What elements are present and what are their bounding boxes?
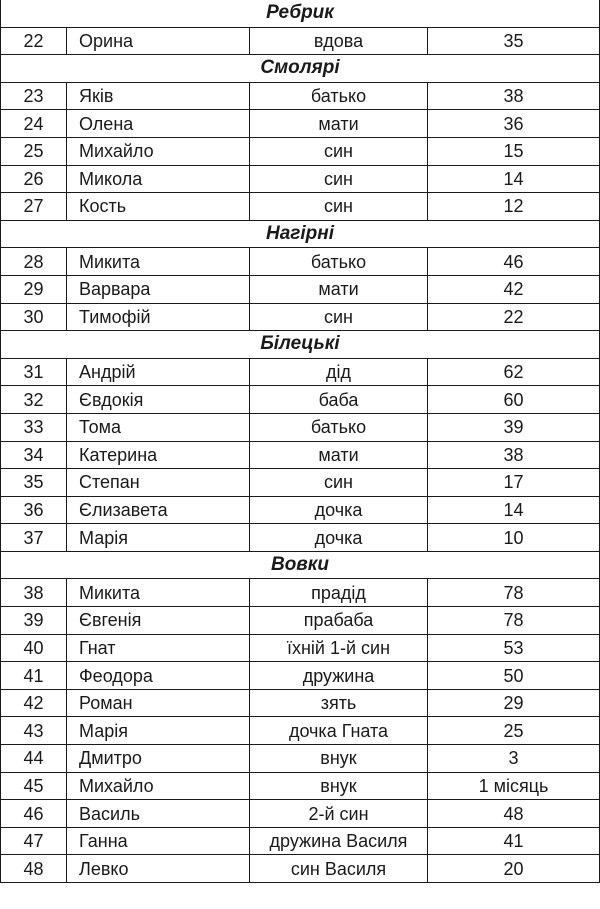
person-age: 15 <box>428 137 600 165</box>
person-name: Єлизавета <box>67 496 250 524</box>
table-row <box>1 469 600 497</box>
person-name: Ганна <box>67 827 250 855</box>
row-number: 24 <box>1 110 67 138</box>
family-role: син <box>250 193 428 221</box>
family-role: дід <box>250 358 428 386</box>
person-age: 38 <box>428 441 600 469</box>
person-name: Левко <box>67 855 250 883</box>
table-row <box>1 248 600 276</box>
person-name: Степан <box>67 469 250 497</box>
person-name: Варвара <box>67 275 250 303</box>
family-role: дочка Гната <box>250 717 428 745</box>
family-role: син <box>250 165 428 193</box>
person-age: 22 <box>428 303 600 331</box>
row-number: 26 <box>1 165 67 193</box>
person-age: 10 <box>428 524 600 552</box>
family-name: Вовки <box>1 551 600 579</box>
person-name: Михайло <box>67 772 250 800</box>
family-role: прабаба <box>250 607 428 635</box>
person-name: Феодора <box>67 662 250 690</box>
person-age: 41 <box>428 827 600 855</box>
row-number: 44 <box>1 745 67 773</box>
family-role: дружина Василя <box>250 827 428 855</box>
person-name: Кость <box>67 193 250 221</box>
family-header-row <box>1 55 600 83</box>
row-number: 36 <box>1 496 67 524</box>
person-name: Тома <box>67 413 250 441</box>
person-name: Микита <box>67 579 250 607</box>
row-number: 46 <box>1 800 67 828</box>
person-age: 42 <box>428 275 600 303</box>
table-row <box>1 689 600 717</box>
family-role: прадід <box>250 579 428 607</box>
person-name: Василь <box>67 800 250 828</box>
family-role: дружина <box>250 662 428 690</box>
family-header-row <box>1 220 600 248</box>
person-age: 78 <box>428 579 600 607</box>
person-age: 53 <box>428 634 600 662</box>
table-row <box>1 772 600 800</box>
person-age: 48 <box>428 800 600 828</box>
table-row <box>1 800 600 828</box>
person-name: Микита <box>67 248 250 276</box>
family-role: син <box>250 469 428 497</box>
row-number: 32 <box>1 386 67 414</box>
person-name: Марія <box>67 717 250 745</box>
row-number: 42 <box>1 689 67 717</box>
table-row <box>1 607 600 635</box>
table-row <box>1 827 600 855</box>
row-number: 45 <box>1 772 67 800</box>
table-row <box>1 27 600 55</box>
table-row <box>1 579 600 607</box>
table-row <box>1 82 600 110</box>
person-age: 35 <box>428 27 600 55</box>
row-number: 22 <box>1 27 67 55</box>
person-age: 1 місяць <box>428 772 600 800</box>
family-role: мати <box>250 110 428 138</box>
table-body <box>1 0 600 883</box>
person-name: Андрій <box>67 358 250 386</box>
family-name: Нагірні <box>1 220 600 248</box>
family-name: Смолярі <box>1 55 600 83</box>
person-age: 36 <box>428 110 600 138</box>
table-row <box>1 745 600 773</box>
person-name: Катерина <box>67 441 250 469</box>
family-role: мати <box>250 441 428 469</box>
person-name: Марія <box>67 524 250 552</box>
person-name: Євдокія <box>67 386 250 414</box>
row-number: 23 <box>1 82 67 110</box>
row-number: 31 <box>1 358 67 386</box>
table-row <box>1 441 600 469</box>
family-role: внук <box>250 772 428 800</box>
person-name: Тимофій <box>67 303 250 331</box>
family-role: син <box>250 303 428 331</box>
family-name: Білецькі <box>1 331 600 359</box>
row-number: 27 <box>1 193 67 221</box>
family-header-row <box>1 0 600 27</box>
table-row <box>1 855 600 883</box>
row-number: 37 <box>1 524 67 552</box>
row-number: 38 <box>1 579 67 607</box>
person-name: Олена <box>67 110 250 138</box>
table-row <box>1 662 600 690</box>
row-number: 41 <box>1 662 67 690</box>
row-number: 48 <box>1 855 67 883</box>
row-number: 33 <box>1 413 67 441</box>
table-row <box>1 524 600 552</box>
row-number: 47 <box>1 827 67 855</box>
person-age: 39 <box>428 413 600 441</box>
family-role: вдова <box>250 27 428 55</box>
family-role: син Василя <box>250 855 428 883</box>
row-number: 28 <box>1 248 67 276</box>
table-row <box>1 303 600 331</box>
person-age: 60 <box>428 386 600 414</box>
row-number: 39 <box>1 607 67 635</box>
row-number: 30 <box>1 303 67 331</box>
table-row <box>1 386 600 414</box>
person-age: 12 <box>428 193 600 221</box>
family-role: баба <box>250 386 428 414</box>
table-row <box>1 275 600 303</box>
person-age: 25 <box>428 717 600 745</box>
person-age: 29 <box>428 689 600 717</box>
table-row <box>1 137 600 165</box>
family-header-row <box>1 331 600 359</box>
person-age: 50 <box>428 662 600 690</box>
family-role: їхній 1-й син <box>250 634 428 662</box>
family-name: Ребрик <box>1 0 600 27</box>
row-number: 40 <box>1 634 67 662</box>
row-number: 35 <box>1 469 67 497</box>
person-age: 3 <box>428 745 600 773</box>
row-number: 29 <box>1 275 67 303</box>
family-role: батько <box>250 82 428 110</box>
person-name: Яків <box>67 82 250 110</box>
row-number: 25 <box>1 137 67 165</box>
person-name: Євгенія <box>67 607 250 635</box>
person-age: 38 <box>428 82 600 110</box>
family-role: 2-й син <box>250 800 428 828</box>
person-age: 14 <box>428 165 600 193</box>
table-row <box>1 634 600 662</box>
family-role: батько <box>250 413 428 441</box>
family-role: внук <box>250 745 428 773</box>
person-name: Дмитро <box>67 745 250 773</box>
person-name: Гнат <box>67 634 250 662</box>
family-role: дочка <box>250 524 428 552</box>
row-number: 34 <box>1 441 67 469</box>
family-role: син <box>250 137 428 165</box>
person-name: Микола <box>67 165 250 193</box>
person-name: Орина <box>67 27 250 55</box>
table-row <box>1 717 600 745</box>
person-age: 78 <box>428 607 600 635</box>
person-name: Михайло <box>67 137 250 165</box>
table-row <box>1 496 600 524</box>
person-age: 14 <box>428 496 600 524</box>
person-name: Роман <box>67 689 250 717</box>
table-row <box>1 358 600 386</box>
person-age: 20 <box>428 855 600 883</box>
person-age: 62 <box>428 358 600 386</box>
family-role: дочка <box>250 496 428 524</box>
row-number: 43 <box>1 717 67 745</box>
person-age: 17 <box>428 469 600 497</box>
person-age: 46 <box>428 248 600 276</box>
table-row <box>1 165 600 193</box>
family-header-row <box>1 551 600 579</box>
table-row <box>1 110 600 138</box>
table-row <box>1 193 600 221</box>
table-row <box>1 413 600 441</box>
family-role: мати <box>250 275 428 303</box>
family-role: зять <box>250 689 428 717</box>
family-role: батько <box>250 248 428 276</box>
